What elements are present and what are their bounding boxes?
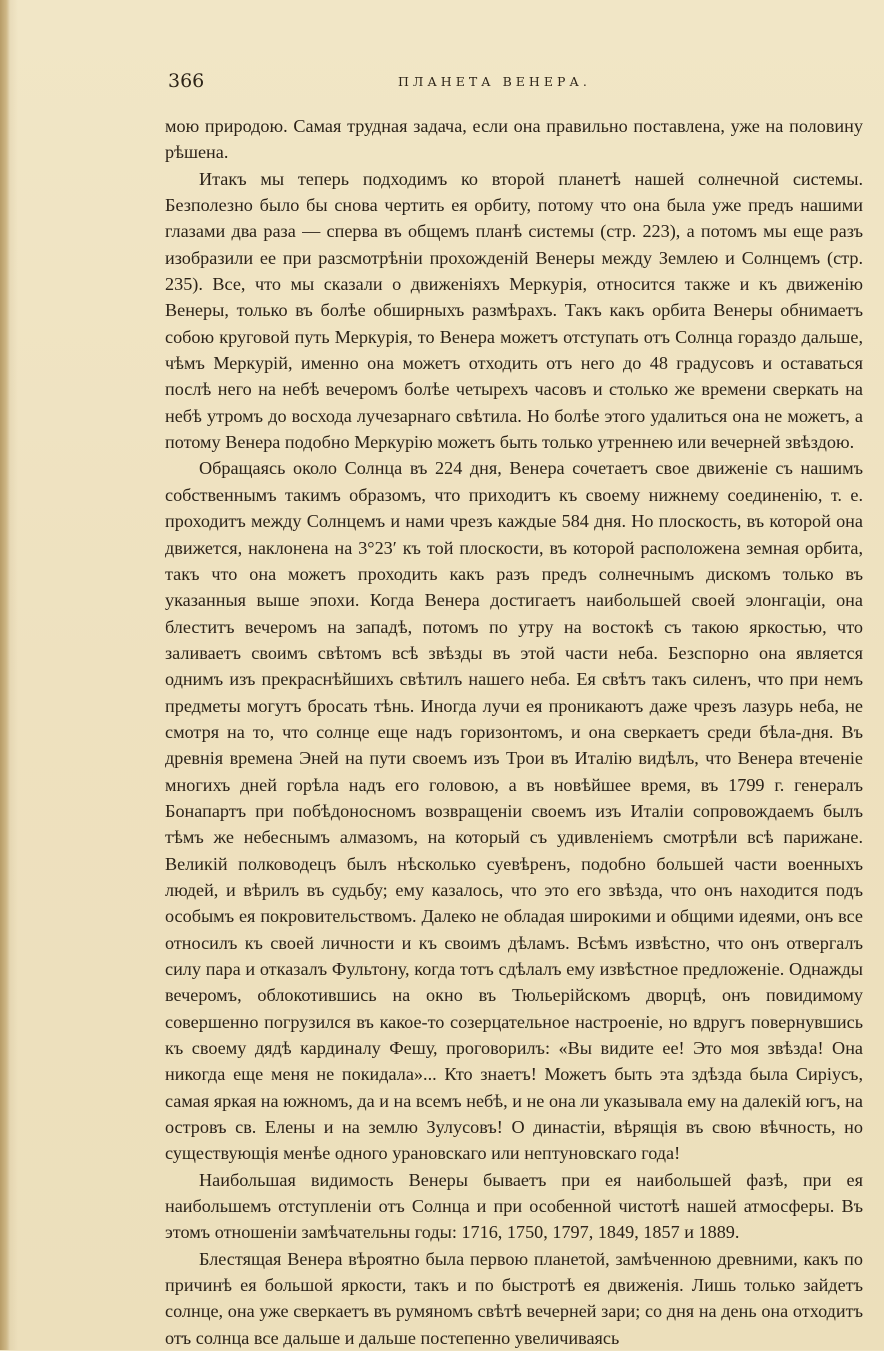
page-header xyxy=(168,70,860,96)
paragraph: Обращаясь около Солнца въ 224 дня, Венера сочетаетъ свое движеніе съ нашимъ собственнымъ такимъ образомъ, что приходитъ къ своему нижнему соединенію, т. е. проходитъ между Солнцемъ и нами чрезъ каждые 584 дня. Но плоскость, въ которой она движется, наклонена на 3°23′ къ той плоскости, въ которой расположена земная орбита, такъ что она можетъ проходить какъ разъ предъ солнечнымъ дискомъ только въ указанныя выше эпохи. Когда Венера достигаетъ наибольшей своей элонгаціи, она блеститъ вечеромъ на западѣ, потомъ по утру на востокѣ съ такою яркостью, что заливаетъ своимъ свѣтомъ всѣ звѣзды въ этой части неба. Безспорно она является однимъ изъ прекраснѣйшихъ свѣтилъ нашего неба. Ея свѣтъ такъ силенъ, что при немъ предметы могутъ бросать тѣнь. Иногда лучи ея проникаютъ даже чрезъ лазурь неба, не смотря на то, что солнце еще надъ горизонтомъ, и она сверкаетъ среди бѣла-дня. Въ древнія времена Эней на пути своемъ изъ Трои въ Италію видѣлъ, что Венера втеченіе многихъ дней горѣла надъ его головою, а въ новѣйшее время, въ 1799 г. генералъ Бонапартъ при побѣдоносномъ возвращеніи своемъ изъ Италіи сопровождаемъ былъ тѣмъ же небеснымъ алмазомъ, на который съ удивленіемъ смотрѣли всѣ парижане. Великій полководецъ былъ нѣсколько суевѣренъ, подобно большей части военныхъ людей, и вѣрилъ въ судьбу; ему казалось, что это его звѣзда, что онъ находится подъ особымъ ея покровительствомъ. Далеко не обладая широкими и общими идеями, онъ все относилъ къ своей личности и къ своимъ дѣламъ. Всѣмъ извѣстно, что онъ отвергалъ силу пара и отказалъ Фультону, когда тотъ сдѣлалъ ему извѣстное предложеніе. Однажды вечеромъ, облокотившись на окно въ Тюльерійскомъ дворцѣ, онъ повидимому совершенно погрузился въ какое-то созерцательное настроеніе, но вдругъ повернувшись къ своему дядѣ кардиналу Фешу, проговорилъ: «Вы видите ее! Это моя звѣзда! Она никогда еще меня не покидала»... Кто знаетъ! Можетъ быть эта здѣзда была Сиріусъ, самая яркая на южномъ, да и на всемъ небѣ, и не она ли указывала ему на далекій югъ, на островъ св. Елены и на землю Зулусовъ! О династіи, вѣрящія въ свою вѣчность, но существующія менѣе одного урановскаго или нептуновскаго года! xyxy=(165,458,863,1164)
paragraph: Блестящая Венера вѣроятно была первою планетой, замѣченною древними, какъ по причинѣ ея большой яркости, такъ и по быстротѣ ея движенія. Лишь только зайдетъ солнце, она уже сверкаетъ въ румяномъ свѣтѣ вечерней зари; со дня на день она отходитъ отъ солнца все дальше и дальше постепенно увеличиваясь xyxy=(165,1248,863,1348)
paragraph: Итакъ мы теперь подходимъ ко второй планетѣ нашей солнечной системы. Безполезно было бы снова чертить ея орбиту, потому что она была уже предъ нашими глазами два раза — сперва въ общемъ планѣ системы (стр. 223), а потомъ мы еще разъ изобразили ее при разсмотрѣніи прохожденій Венеры между Землею и Солнцемъ (стр. 235). Все, что мы сказали о движеніяхъ Меркурія, относится также и къ движенію Венеры, только въ болѣе обширныхъ размѣрахъ. Такъ какъ орбита Венеры обнимаетъ собою круговой путь Меркурія, то Венера можетъ отступать отъ Солнца гораздо дальше, чѣмъ Меркурій, именно она можетъ отходить отъ него до 48 градусовъ и оставаться послѣ него на небѣ вечеромъ болѣе четырехъ часовъ и столько же времени сверкать на небѣ утромъ до восхода лучезарнаго свѣтила. Но болѣе этого удалиться она не можетъ, а потому Венера подобно Меркурію можетъ быть только утреннею или вечерней звѣздою. xyxy=(165,168,863,453)
paragraph: Наибольшая видимость Венеры бываетъ при ея наибольшей фазѣ, при ея наибольшемъ отступленіи отъ Солнца и при особенной чистотѣ нашей атмосферы. Въ этомъ отношеніи замѣчательны годы: 1716, 1750, 1797, 1849, 1857 и 1889. xyxy=(165,1169,863,1243)
book-spine-shadow xyxy=(0,0,10,1350)
paragraph-continuation: мою природою. Самая трудная задача, если она правильно поставлена, уже на половину рѣшена. xyxy=(165,116,863,163)
running-title: ПЛАНЕТА ВЕНЕРА. xyxy=(398,74,591,89)
page-number: 366 xyxy=(168,70,205,92)
body-text xyxy=(165,113,863,1351)
